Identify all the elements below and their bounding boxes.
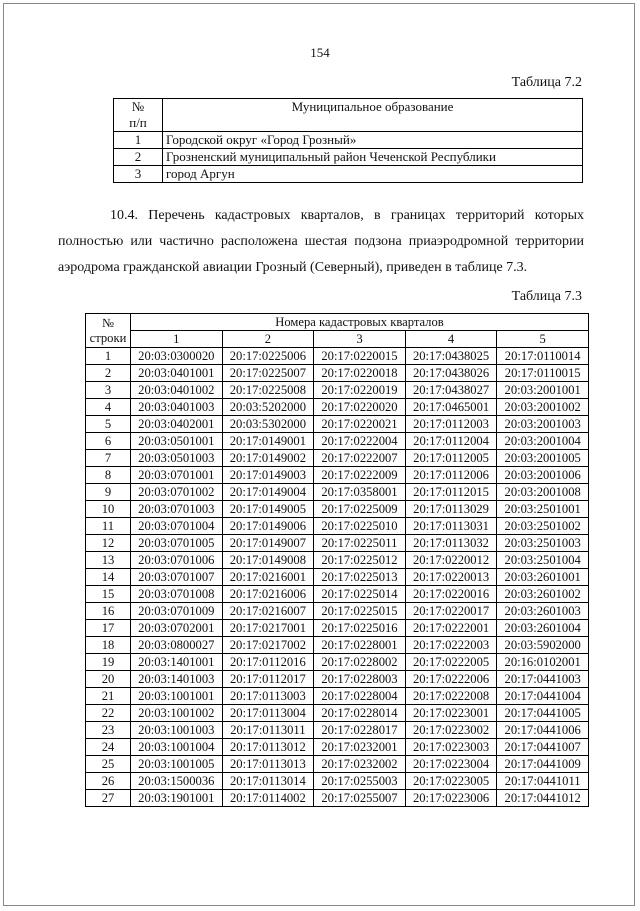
cadastral-quarter-cell: 20:17:0149008 [222, 552, 314, 569]
cadastral-quarter-cell: 20:17:0223005 [405, 773, 497, 790]
cadastral-quarter-cell: 20:17:0113013 [222, 756, 314, 773]
cadastral-quarter-cell: 20:17:0113012 [222, 739, 314, 756]
row-number: 3 [86, 382, 131, 399]
cadastral-quarter-cell: 20:17:0217001 [222, 620, 314, 637]
cadastral-quarter-cell: 20:03:0701003 [131, 501, 223, 518]
cadastral-quarter-cell: 20:17:0225009 [314, 501, 406, 518]
cadastral-quarter-cell: 20:17:0225015 [314, 603, 406, 620]
column-number: 4 [405, 331, 497, 348]
cadastral-quarter-cell: 20:17:0225013 [314, 569, 406, 586]
cadastral-quarter-cell: 20:17:0113011 [222, 722, 314, 739]
column-number-row [86, 331, 589, 348]
row-number: 4 [86, 399, 131, 416]
table-row [114, 166, 583, 183]
cadastral-quarter-cell: 20:17:0220013 [405, 569, 497, 586]
cadastral-quarter-cell: 20:17:0220015 [314, 348, 406, 365]
cadastral-quarter-cell: 20:17:0255007 [314, 790, 406, 807]
row-number: 23 [86, 722, 131, 739]
cadastral-quarter-cell: 20:03:1001004 [131, 739, 223, 756]
page-number: 154 [310, 45, 330, 60]
cadastral-quarter-cell: 20:03:2501003 [497, 535, 589, 552]
cadastral-quarter-cell: 20:17:0225014 [314, 586, 406, 603]
cadastral-quarter-cell: 20:03:0800027 [131, 637, 223, 654]
cadastral-quarter-cell: 20:17:0441009 [497, 756, 589, 773]
cadastral-quarter-cell: 20:17:0110014 [497, 348, 589, 365]
cadastral-quarter-cell: 20:17:0358001 [314, 484, 406, 501]
cadastral-quarter-cell: 20:17:0232001 [314, 739, 406, 756]
table-row [86, 671, 589, 688]
cadastral-quarter-cell: 20:17:0441004 [497, 688, 589, 705]
table-row [86, 518, 589, 535]
cadastral-quarter-cell: 20:03:0702001 [131, 620, 223, 637]
cadastral-quarter-cell: 20:17:0149001 [222, 433, 314, 450]
cadastral-quarter-cell: 20:03:0701005 [131, 535, 223, 552]
header-num-line-2: п/п [129, 115, 147, 130]
cadastral-quarter-cell: 20:03:2501002 [497, 518, 589, 535]
table-row [86, 484, 589, 501]
table-row [86, 586, 589, 603]
cadastral-quarter-cell: 20:03:5302000 [222, 416, 314, 433]
row-number: 17 [86, 620, 131, 637]
table-row [86, 382, 589, 399]
row-number: 10 [86, 501, 131, 518]
cadastral-quarter-cell: 20:03:2001008 [497, 484, 589, 501]
cadastral-quarter-cell: 20:17:0220018 [314, 365, 406, 382]
municipality-name: Грозненский муниципальный район Чеченской Республики [163, 149, 583, 166]
cadastral-quarter-cell: 20:17:0113003 [222, 688, 314, 705]
table-row [86, 365, 589, 382]
row-number: 21 [86, 688, 131, 705]
header-num-line-1: № [131, 99, 145, 114]
cadastral-quarter-cell: 20:03:1401003 [131, 671, 223, 688]
row-number: 6 [86, 433, 131, 450]
row-number: 22 [86, 705, 131, 722]
cadastral-quarter-cell: 20:17:0149007 [222, 535, 314, 552]
cadastral-quarter-cell: 20:03:2001003 [497, 416, 589, 433]
row-number: 26 [86, 773, 131, 790]
row-number: 16 [86, 603, 131, 620]
cadastral-quarter-cell: 20:17:0438027 [405, 382, 497, 399]
cadastral-quarter-cell: 20:17:0112017 [222, 671, 314, 688]
cadastral-quarter-cell: 20:17:0149002 [222, 450, 314, 467]
table-row [86, 637, 589, 654]
cadastral-quarter-cell: 20:17:0113029 [405, 501, 497, 518]
cadastral-quarter-cell: 20:17:0225006 [222, 348, 314, 365]
cadastral-quarter-cell: 20:03:2001005 [497, 450, 589, 467]
table-row [86, 569, 589, 586]
header-num-line-2: строки [89, 330, 127, 345]
cadastral-quarter-cell: 20:17:0149004 [222, 484, 314, 501]
table-header-row [114, 99, 583, 132]
cadastral-quarter-cell: 20:17:0441011 [497, 773, 589, 790]
cadastral-quarter-cell: 20:03:1001001 [131, 688, 223, 705]
cadastral-quarter-cell: 20:17:0438026 [405, 365, 497, 382]
table-row [86, 620, 589, 637]
table-row [86, 705, 589, 722]
table-row [86, 399, 589, 416]
municipality-name: город Аргун [163, 166, 583, 183]
cadastral-quarter-cell: 20:17:0216001 [222, 569, 314, 586]
cadastral-quarter-cell: 20:17:0114002 [222, 790, 314, 807]
cadastral-quarter-cell: 20:03:1401001 [131, 654, 223, 671]
cadastral-quarter-cell: 20:17:0222009 [314, 467, 406, 484]
cadastral-quarter-cell: 20:17:0255003 [314, 773, 406, 790]
row-number: 19 [86, 654, 131, 671]
table-row [86, 790, 589, 807]
cadastral-quarter-cell: 20:03:2601003 [497, 603, 589, 620]
row-number: 24 [86, 739, 131, 756]
table-header-row [86, 314, 589, 331]
table-7-3 [85, 313, 589, 807]
table-row [86, 416, 589, 433]
cadastral-quarter-cell: 20:17:0222008 [405, 688, 497, 705]
table-row [86, 450, 589, 467]
cadastral-quarter-cell: 20:17:0220012 [405, 552, 497, 569]
cadastral-quarter-cell: 20:17:0222003 [405, 637, 497, 654]
cadastral-quarter-cell: 20:17:0228002 [314, 654, 406, 671]
cadastral-quarter-cell: 20:17:0223003 [405, 739, 497, 756]
table-row [86, 688, 589, 705]
table-row [86, 773, 589, 790]
cadastral-quarter-cell: 20:03:0701009 [131, 603, 223, 620]
table-row [86, 467, 589, 484]
cadastral-quarter-cell: 20:17:0225008 [222, 382, 314, 399]
cadastral-quarter-cell: 20:17:0222001 [405, 620, 497, 637]
row-number: 12 [86, 535, 131, 552]
cadastral-quarter-cell: 20:03:0701004 [131, 518, 223, 535]
cadastral-quarter-cell: 20:17:0225016 [314, 620, 406, 637]
cadastral-quarter-cell: 20:03:2501001 [497, 501, 589, 518]
cadastral-quarter-cell: 20:17:0223006 [405, 790, 497, 807]
cadastral-quarter-cell: 20:17:0225011 [314, 535, 406, 552]
cadastral-quarter-cell: 20:03:1001005 [131, 756, 223, 773]
cadastral-quarter-cell: 20:17:0441005 [497, 705, 589, 722]
cadastral-quarter-cell: 20:17:0112005 [405, 450, 497, 467]
cadastral-quarter-cell: 20:17:0112004 [405, 433, 497, 450]
cadastral-quarter-cell: 20:17:0220019 [314, 382, 406, 399]
table-row [86, 348, 589, 365]
cadastral-quarter-cell: 20:17:0228017 [314, 722, 406, 739]
cadastral-quarter-cell: 20:17:0113031 [405, 518, 497, 535]
cadastral-quarter-cell: 20:17:0228004 [314, 688, 406, 705]
table-row [86, 433, 589, 450]
column-number: 2 [222, 331, 314, 348]
cadastral-quarter-cell: 20:17:0223001 [405, 705, 497, 722]
row-number: 11 [86, 518, 131, 535]
cadastral-quarter-cell: 20:17:0113014 [222, 773, 314, 790]
cadastral-quarter-cell: 20:03:0501001 [131, 433, 223, 450]
row-number: 7 [86, 450, 131, 467]
cadastral-quarter-cell: 20:17:0112003 [405, 416, 497, 433]
row-number: 27 [86, 790, 131, 807]
cadastral-quarter-cell: 20:17:0220016 [405, 586, 497, 603]
cadastral-quarter-cell: 20:17:0112015 [405, 484, 497, 501]
cadastral-quarter-cell: 20:03:2001006 [497, 467, 589, 484]
cadastral-quarter-cell: 20:03:0701002 [131, 484, 223, 501]
cadastral-quarter-cell: 20:17:0228003 [314, 671, 406, 688]
row-number: 1 [86, 348, 131, 365]
cadastral-quarter-cell: 20:16:0102001 [497, 654, 589, 671]
row-number: 3 [114, 166, 163, 183]
table-row [86, 535, 589, 552]
cadastral-quarter-cell: 20:03:2001002 [497, 399, 589, 416]
cadastral-quarter-cell: 20:03:1500036 [131, 773, 223, 790]
cadastral-quarter-cell: 20:17:0222007 [314, 450, 406, 467]
header-num-cell [86, 314, 131, 348]
cadastral-quarter-cell: 20:03:0701007 [131, 569, 223, 586]
cadastral-quarter-cell: 20:03:0402001 [131, 416, 223, 433]
row-number: 20 [86, 671, 131, 688]
cadastral-quarter-cell: 20:03:0701006 [131, 552, 223, 569]
table-row [86, 501, 589, 518]
column-number: 5 [497, 331, 589, 348]
cadastral-quarter-cell: 20:17:0223002 [405, 722, 497, 739]
cadastral-quarter-cell: 20:03:2001004 [497, 433, 589, 450]
paragraph-line-3: аэродрома гражданской авиации Грозный (Северный), приведен в таблице 7.3. [58, 260, 528, 275]
row-number: 5 [86, 416, 131, 433]
cadastral-quarter-cell: 20:17:0222005 [405, 654, 497, 671]
cadastral-quarter-cell: 20:03:0501003 [131, 450, 223, 467]
table-row [114, 132, 583, 149]
cadastral-quarter-cell: 20:17:0216006 [222, 586, 314, 603]
header-title-cell: Муниципальное образование [163, 99, 583, 132]
row-number: 25 [86, 756, 131, 773]
cadastral-quarter-cell: 20:03:1901001 [131, 790, 223, 807]
cadastral-quarter-cell: 20:17:0149005 [222, 501, 314, 518]
cadastral-quarter-cell: 20:17:0228014 [314, 705, 406, 722]
cadastral-quarter-cell: 20:03:2001001 [497, 382, 589, 399]
municipality-name: Городской округ «Город Грозный» [163, 132, 583, 149]
cadastral-quarter-cell: 20:03:0401001 [131, 365, 223, 382]
cadastral-quarter-cell: 20:03:0701008 [131, 586, 223, 603]
cadastral-quarter-cell: 20:17:0113004 [222, 705, 314, 722]
column-number: 1 [131, 331, 223, 348]
cadastral-quarter-cell: 20:17:0149006 [222, 518, 314, 535]
table-row [86, 722, 589, 739]
table-row [86, 603, 589, 620]
header-num-line-1: № [101, 315, 115, 330]
paragraph-10-4 [58, 203, 584, 281]
row-number: 8 [86, 467, 131, 484]
cadastral-quarter-cell: 20:17:0222006 [405, 671, 497, 688]
cadastral-quarter-cell: 20:17:0110015 [497, 365, 589, 382]
cadastral-quarter-cell: 20:03:1001002 [131, 705, 223, 722]
row-number: 18 [86, 637, 131, 654]
cadastral-quarter-cell: 20:03:0401002 [131, 382, 223, 399]
cadastral-quarter-cell: 20:17:0112006 [405, 467, 497, 484]
cadastral-quarter-cell: 20:03:0701001 [131, 467, 223, 484]
row-number: 1 [114, 132, 163, 149]
cadastral-quarter-cell: 20:17:0441003 [497, 671, 589, 688]
row-number: 2 [86, 365, 131, 382]
cadastral-quarter-cell: 20:17:0216007 [222, 603, 314, 620]
cadastral-quarter-cell: 20:17:0228001 [314, 637, 406, 654]
cadastral-quarter-cell: 20:03:2601002 [497, 586, 589, 603]
cadastral-quarter-cell: 20:03:0401003 [131, 399, 223, 416]
cadastral-quarter-cell: 20:17:0113032 [405, 535, 497, 552]
row-number: 2 [114, 149, 163, 166]
cadastral-quarter-cell: 20:17:0225010 [314, 518, 406, 535]
row-number: 14 [86, 569, 131, 586]
cadastral-quarter-cell: 20:17:0225007 [222, 365, 314, 382]
table-row [86, 654, 589, 671]
cadastral-quarter-cell: 20:17:0232002 [314, 756, 406, 773]
header-num-cell [114, 99, 163, 132]
column-number: 3 [314, 331, 406, 348]
cadastral-quarter-cell: 20:03:5902000 [497, 637, 589, 654]
cadastral-quarter-cell: 20:17:0441007 [497, 739, 589, 756]
cadastral-quarter-cell: 20:17:0438025 [405, 348, 497, 365]
table-row [114, 149, 583, 166]
cadastral-quarter-cell: 20:17:0222004 [314, 433, 406, 450]
table-row [86, 739, 589, 756]
cadastral-quarter-cell: 20:17:0441012 [497, 790, 589, 807]
cadastral-quarter-cell: 20:03:0300020 [131, 348, 223, 365]
paragraph-line-2: полностью или частично расположена шестая подзона приаэродромной территории [58, 234, 584, 249]
cadastral-quarter-cell: 20:17:0441006 [497, 722, 589, 739]
cadastral-quarter-cell: 20:17:0149003 [222, 467, 314, 484]
cadastral-quarter-cell: 20:17:0465001 [405, 399, 497, 416]
table-7-3-caption: Таблица 7.3 [511, 289, 582, 304]
table-7-2 [113, 98, 583, 183]
cadastral-quarter-cell: 20:03:5202000 [222, 399, 314, 416]
cadastral-quarter-cell: 20:17:0112016 [222, 654, 314, 671]
table-row [86, 756, 589, 773]
cadastral-quarter-cell: 20:17:0225012 [314, 552, 406, 569]
cadastral-quarter-cell: 20:03:1001003 [131, 722, 223, 739]
cadastral-quarter-cell: 20:03:2601004 [497, 620, 589, 637]
cadastral-quarter-cell: 20:17:0220017 [405, 603, 497, 620]
row-number: 9 [86, 484, 131, 501]
row-number: 13 [86, 552, 131, 569]
cadastral-quarter-cell: 20:17:0220021 [314, 416, 406, 433]
cadastral-quarter-cell: 20:03:2601001 [497, 569, 589, 586]
cadastral-quarter-cell: 20:17:0217002 [222, 637, 314, 654]
header-title-cell: Номера кадастровых кварталов [131, 314, 589, 331]
table-row [86, 552, 589, 569]
cadastral-quarter-cell: 20:03:2501004 [497, 552, 589, 569]
paragraph-line-1: 10.4. Перечень кадастровых кварталов, в границах территорий которых [110, 208, 584, 223]
cadastral-quarter-cell: 20:17:0223004 [405, 756, 497, 773]
row-number: 15 [86, 586, 131, 603]
table-7-2-caption: Таблица 7.2 [511, 75, 582, 90]
cadastral-quarter-cell: 20:17:0220020 [314, 399, 406, 416]
